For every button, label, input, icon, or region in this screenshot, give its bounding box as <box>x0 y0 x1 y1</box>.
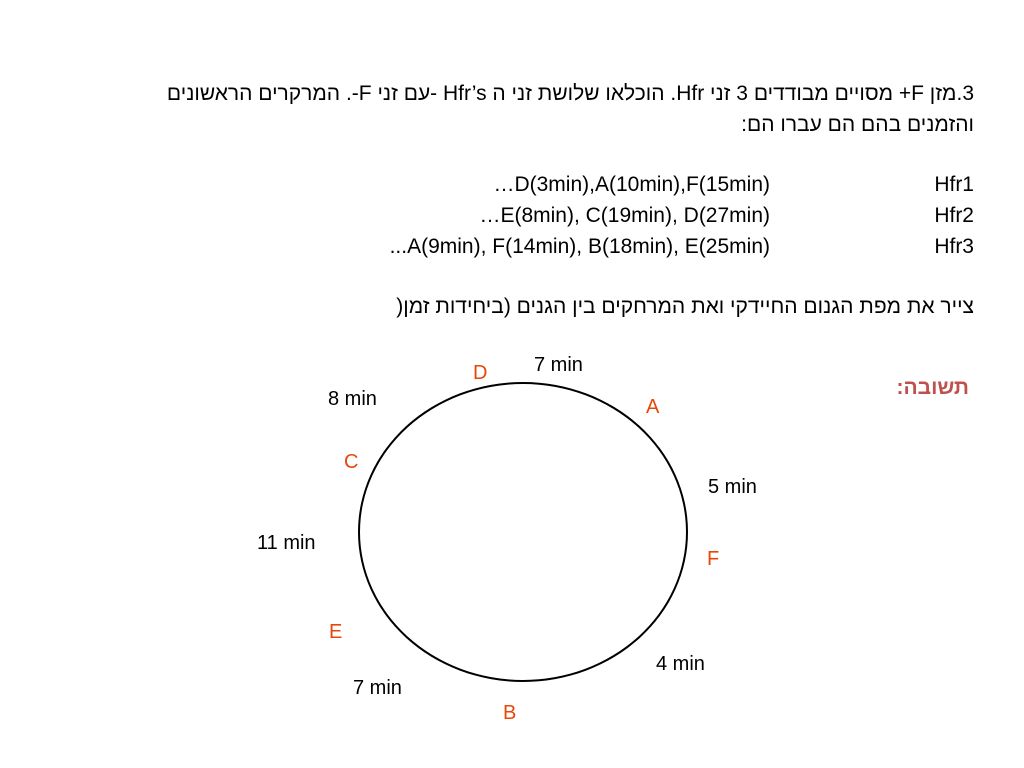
gene-label-b: B <box>503 702 517 724</box>
gene-label-e: E <box>329 621 343 643</box>
gene-label-a: A <box>646 396 660 418</box>
hfr-name: Hfr1 <box>934 173 974 196</box>
distance-label-f-b: 4 min <box>656 653 705 675</box>
gene-label-f: F <box>707 548 720 570</box>
distance-label-d-a: 7 min <box>534 354 583 376</box>
genome-map-circle <box>358 382 688 682</box>
gene-label-c: C <box>344 451 359 473</box>
hfr-row-1 <box>334 172 974 198</box>
hfr-row-3 <box>334 234 974 260</box>
hfr-row-2 <box>334 203 974 229</box>
hfr-sequence: …D(3min),A(10min),F(15min) <box>493 173 770 196</box>
distance-label-a-f: 5 min <box>708 476 757 498</box>
hfr-sequence: …E(8min), C(19min), D(27min) <box>479 204 770 227</box>
hfr-name: Hfr2 <box>934 204 974 227</box>
distance-label-b-e: 7 min <box>353 677 402 699</box>
hfr-sequence: ...A(9min), F(14min), B(18min), E(25min) <box>389 235 770 258</box>
answer-label: תשובה: <box>896 376 969 399</box>
instruction-text: צייר את מפת הגנום החיידקי ואת המרחקים בין הגנים (ביחידות זמן( <box>396 295 974 318</box>
question-line-2: והזמנים בהם הם עברו הם: <box>741 113 974 136</box>
distance-label-c-d: 8 min <box>328 388 377 410</box>
distance-label-e-c: 11 min <box>257 532 316 554</box>
question-line-1: 3.מזן F+ מסויים מבודדים 3 זני Hfr. הוכלאו שלושת זני ה Hfr’s -עם זני F-. המרקרים הראשונים <box>166 82 974 105</box>
gene-label-d: D <box>473 362 488 384</box>
hfr-name: Hfr3 <box>934 235 974 258</box>
